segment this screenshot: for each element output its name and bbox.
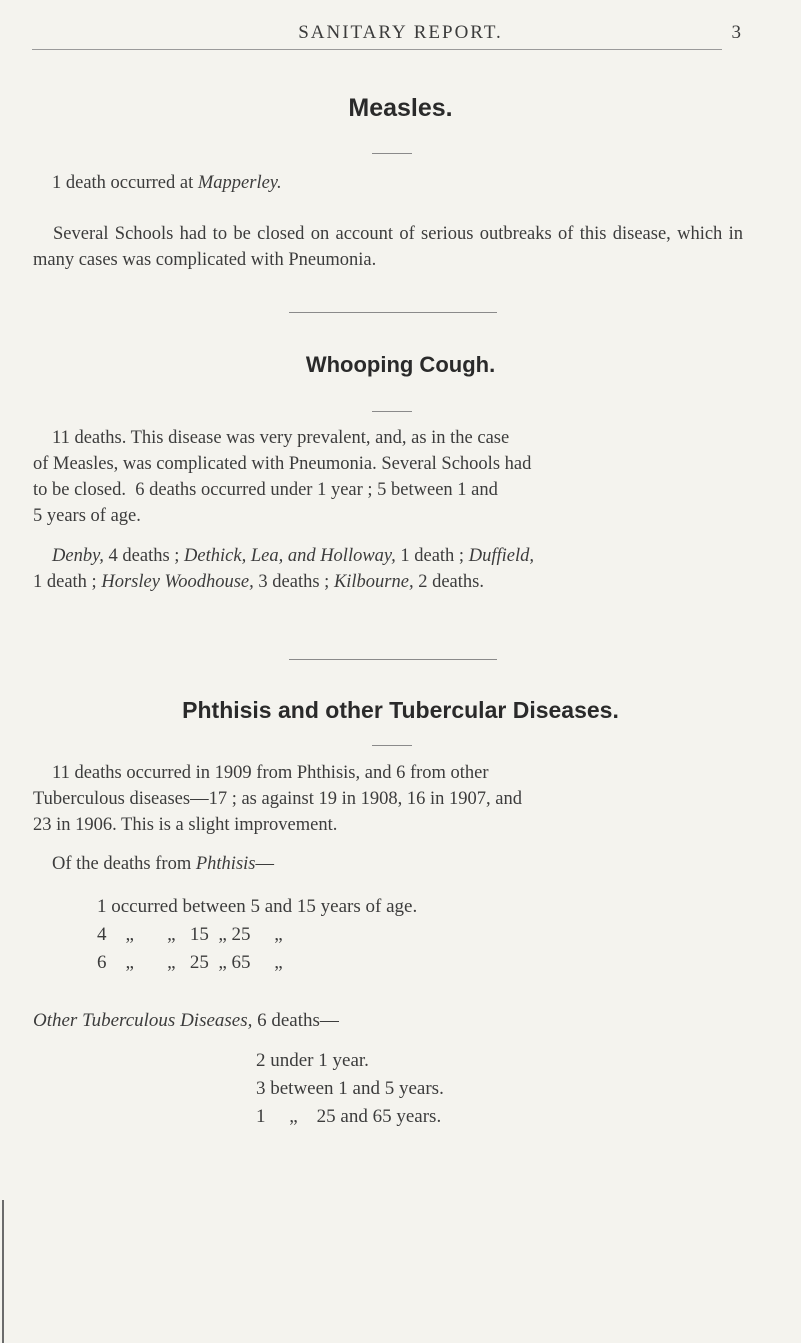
section-heading-whooping-cough: Whooping Cough. [305, 352, 496, 377]
horsley-deaths: 3 deaths ; [253, 572, 334, 592]
other-row: 1 „ 25 and 65 years. [256, 1106, 442, 1127]
divider-short [372, 153, 412, 154]
section-divider [289, 659, 497, 660]
age-row: 6 „ „ 25 „ 65 „ [97, 952, 283, 973]
divider-short [372, 745, 412, 746]
section-heading-measles: Measles. [348, 94, 453, 122]
place-denby: Denby, [52, 546, 104, 566]
phthisis-line-3: 23 in 1906. This is a slight improvement. [33, 815, 338, 835]
phthisis-line-2: Tuberculous diseases—17 ; as against 19 in 1908, 16 in 1907, and [33, 789, 523, 809]
whooping-locations-line-1 [52, 546, 534, 567]
section-heading-phthisis: Phthisis and other Tubercular Diseases. [182, 697, 619, 723]
duffield-deaths: 1 death ; [33, 572, 102, 592]
intro-prefix: Of the deaths from [52, 854, 196, 874]
running-title: SANITARY REPORT. [298, 22, 503, 43]
measles-p1-text: 1 death occurred at [52, 173, 198, 193]
whooping-line-4: 5 years of age. [33, 506, 141, 526]
whooping-line-3: to be closed. 6 deaths occurred under 1 year ; 5 between 1 and [33, 480, 498, 500]
dethick-deaths: 1 death ; [395, 546, 469, 566]
other-row: 2 under 1 year. [256, 1050, 369, 1071]
divider-short [372, 411, 412, 412]
page-number: 3 [731, 22, 741, 43]
place-duffield: Duffield, [468, 546, 534, 566]
section-divider [289, 312, 497, 313]
measles-paragraph-1 [52, 170, 742, 196]
phthisis-deaths-intro [52, 854, 274, 875]
measles-paragraph-2: Several Schools had to be closed on account of serious outbreaks of this disease, which in many cases was complicated with Pneumonia. [33, 224, 743, 270]
age-row: 4 „ „ 15 „ 25 „ [97, 924, 283, 945]
whooping-line-2: of Measles, was complicated with Pneumonia. Several Schools had [33, 454, 532, 474]
age-row: 1 occurred between 5 and 15 years of age. [97, 896, 418, 917]
place-kilbourne: Kilbourne, [333, 572, 414, 592]
term-other-tuberculous: Other Tuberculous Diseases, [33, 1010, 253, 1031]
other-deaths: 6 deaths— [252, 1010, 339, 1031]
denby-deaths: 4 deaths ; [103, 546, 185, 566]
whooping-locations-line-2 [33, 572, 484, 593]
phthisis-line-1: 11 deaths occurred in 1909 from Phthisis, and 6 from other [52, 763, 489, 783]
place-horsley-woodhouse: Horsley Woodhouse, [101, 572, 254, 592]
intro-suffix: — [255, 854, 274, 874]
place-dethick: Dethick, Lea, and Holloway, [184, 546, 396, 566]
kilbourne-deaths: 2 deaths. [413, 572, 484, 592]
running-header [0, 22, 801, 52]
other-row: 3 between 1 and 5 years. [256, 1078, 444, 1099]
place-mapperley: Mapperley. [197, 173, 282, 193]
term-phthisis: Phthisis [195, 854, 256, 874]
whooping-line-1: 11 deaths. This disease was very prevalent, and, as in the case [52, 428, 510, 448]
other-tuberculous-intro [33, 1010, 339, 1032]
header-rule [32, 49, 722, 50]
page-edge-line [2, 1200, 4, 1343]
